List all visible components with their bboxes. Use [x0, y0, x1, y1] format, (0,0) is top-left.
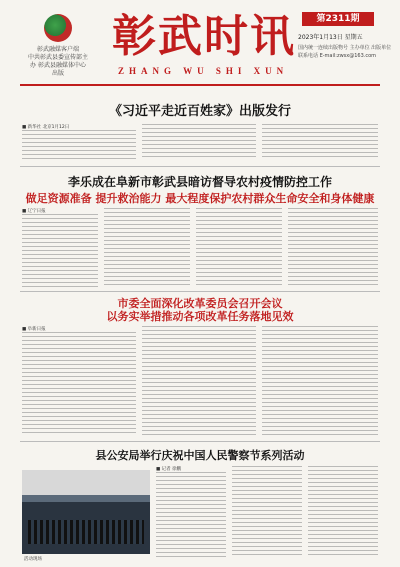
article-text-column	[22, 214, 98, 288]
byline-epidemic-inspection: ■ 辽宁日报	[22, 209, 46, 214]
article-text-column	[142, 326, 256, 436]
article-text-column	[308, 466, 378, 558]
newspaper-logo-icon	[44, 14, 72, 42]
newspaper-title: 彰武时讯	[112, 11, 296, 62]
article-text-column	[196, 208, 282, 288]
byline-book-release: ■ 新华社 北京1月12日	[22, 125, 70, 130]
police-event-photo	[22, 470, 150, 554]
article-text-column	[262, 124, 378, 160]
article-text-column	[22, 332, 136, 436]
article-text-column	[104, 208, 190, 288]
article-text-column	[142, 124, 256, 160]
issue-date: 2023年1月13日 星期五	[298, 34, 363, 41]
subheadline-reform-meeting: 以务实举措推动各项改革任务落地见效	[106, 310, 294, 323]
logo-subcaption-line: 中共彰武县委宣传部主办 彰武县融媒体中心出版	[28, 54, 89, 77]
article-text-column	[232, 466, 302, 558]
subheadline-epidemic-inspection: 做足资源准备 提升救治能力 最大程度保护农村群众生命安全和身体健康	[25, 192, 375, 205]
issue-number: 第2311期	[302, 12, 374, 26]
publication-info: 国内统一连续出版物号 主办单位 出版单位 联系电话 E-mail:zwsx@163.com	[298, 45, 392, 59]
photo-caption: 活动现场	[24, 557, 42, 562]
headline-police-day: 县公安局举行庆祝中国人民警察节系列活动	[95, 449, 305, 462]
article-text-column	[22, 130, 136, 160]
headline-epidemic-inspection: 李乐成在阜新市彰武县暗访督导农村疫情防控工作	[67, 175, 332, 189]
headline-book-release: 《习近平走近百姓家》出版发行	[108, 104, 291, 119]
logo-caption	[28, 46, 88, 78]
headline-reform-meeting: 市委全面深化改革委员会召开会议	[117, 297, 283, 310]
logo-caption-line: 彰武融媒客户端	[36, 46, 79, 53]
section-divider	[20, 291, 380, 292]
section-divider	[20, 166, 380, 167]
masthead-divider	[20, 84, 380, 86]
byline-reform-meeting: ■ 阜新日报	[22, 327, 46, 332]
article-text-column	[156, 472, 226, 558]
article-text-column	[288, 208, 378, 288]
byline-police-day: ■ 记者 徐鹏	[156, 467, 182, 472]
newspaper-title-pinyin: ZHANG WU SHI XUN	[118, 66, 289, 76]
masthead	[0, 0, 400, 90]
article-text-column	[262, 326, 378, 436]
section-divider	[20, 441, 380, 442]
